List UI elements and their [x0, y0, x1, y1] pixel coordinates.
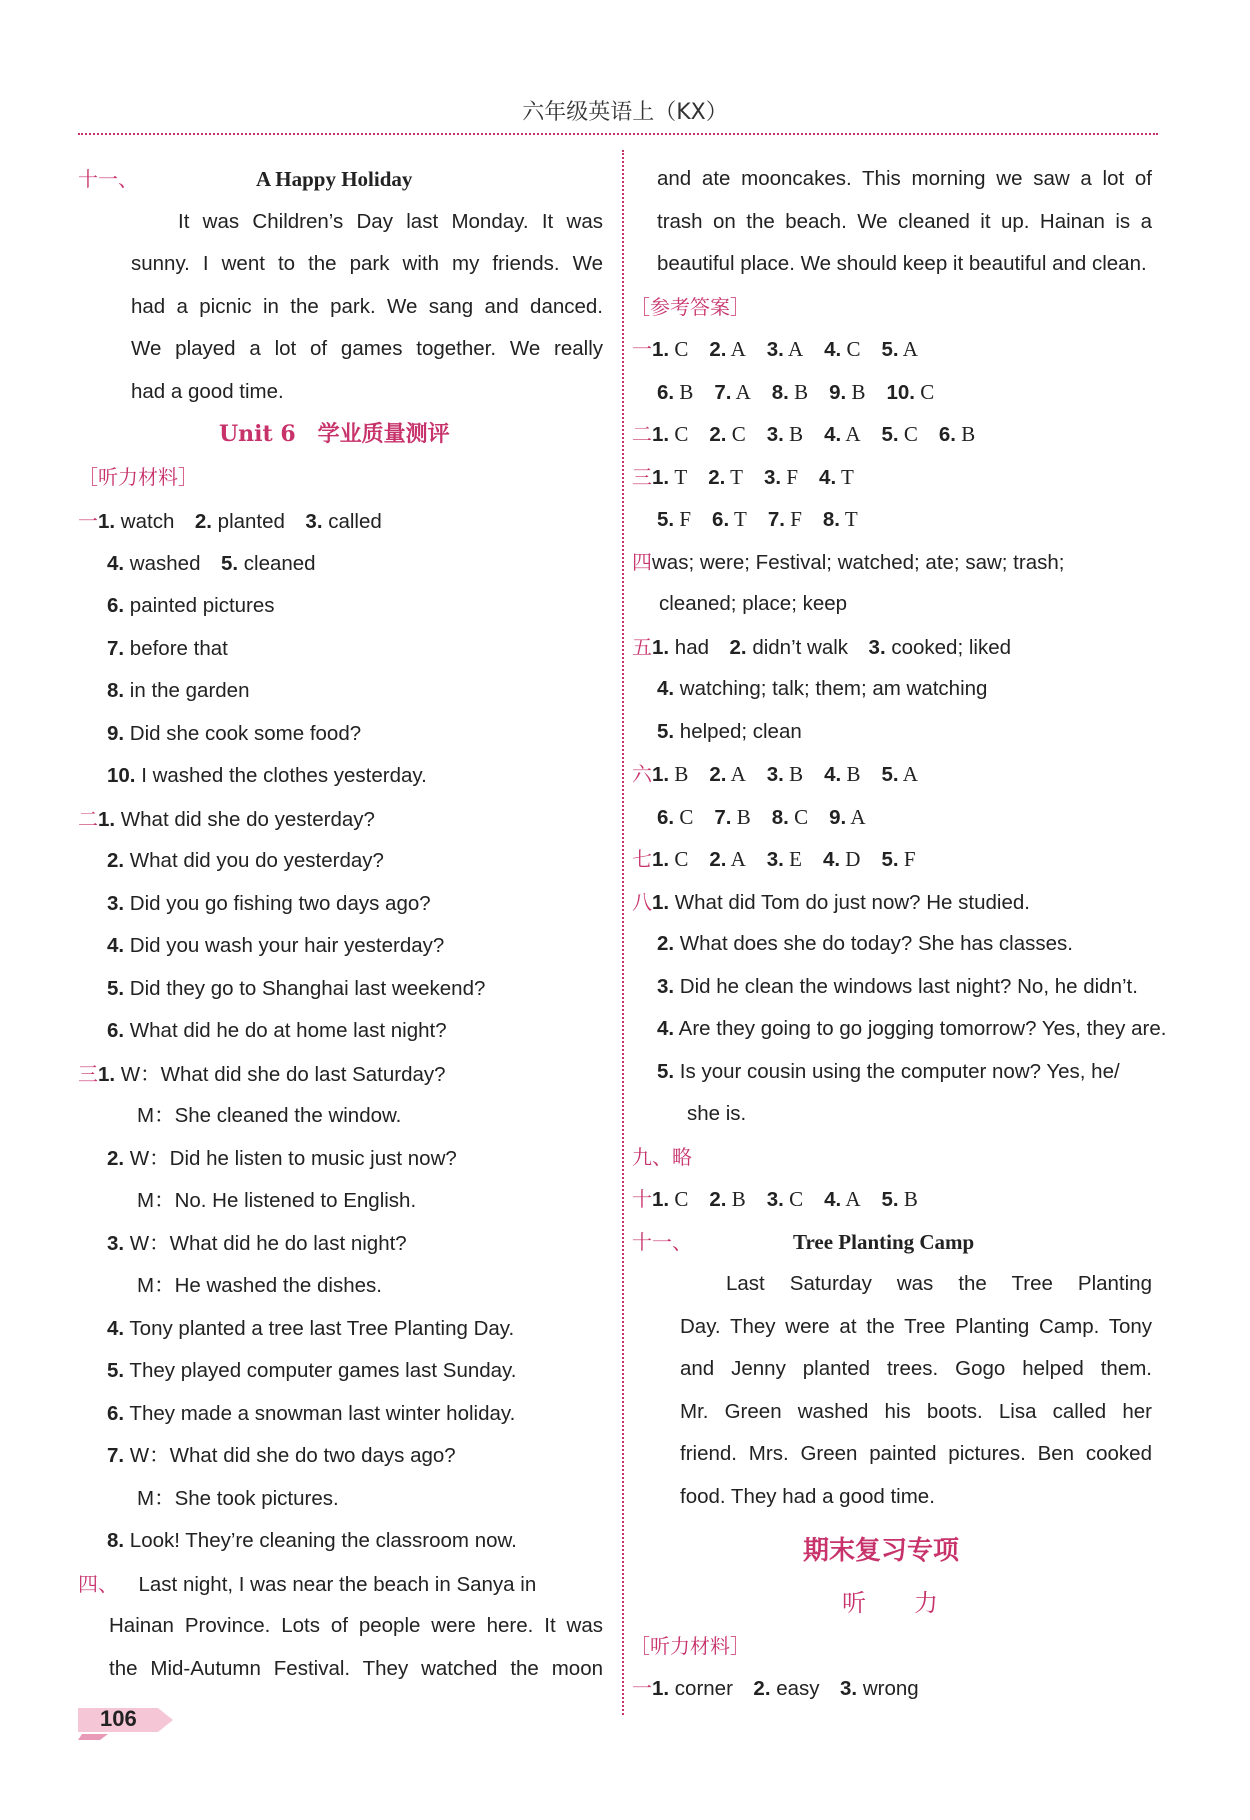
item-number: 10. [886, 380, 915, 404]
item-text: F [898, 847, 916, 871]
item-text: Did he clean the windows last night? No, he didn’t. [674, 974, 1138, 998]
item-number: 5. [657, 508, 675, 531]
item-text: T [836, 464, 854, 489]
item-number: 6. [107, 594, 125, 617]
item-text: planted [211, 510, 306, 533]
item-text: cleaned; place; keep [659, 592, 848, 615]
passage-line: beautiful place. We should keep it beautiful and clean. [657, 252, 1147, 275]
item-number: 1. [98, 1062, 116, 1086]
answer-line [657, 1059, 1120, 1085]
item-number: 8. [771, 805, 789, 829]
item-text: C [915, 379, 935, 404]
answer-line [107, 1316, 514, 1342]
answer-line [687, 1101, 746, 1127]
item-number: 4. [824, 1188, 842, 1211]
item-number: 1. [652, 848, 670, 871]
item-number: 3. [766, 338, 784, 361]
item-text: A [846, 804, 866, 829]
item-number: 6. [107, 1401, 125, 1425]
item-number: 10. [107, 764, 136, 787]
item-text: B [669, 762, 710, 786]
item-text: What did Tom do just now? He studied. [669, 890, 1030, 914]
item-number: 1. [652, 423, 670, 446]
item-text: watch [115, 510, 195, 533]
item-text: C [841, 337, 882, 361]
item-number: 2. [107, 849, 125, 872]
item-number: 5. [107, 976, 125, 1000]
item-text: cleaned [238, 551, 316, 575]
answer-line [632, 549, 1064, 576]
answer-line [107, 1146, 457, 1172]
item-number: 7. [714, 805, 732, 829]
passage-title: Tree Planting Camp [793, 1229, 975, 1254]
item-text: W：What did she do two days ago? [124, 1444, 456, 1467]
item-text: A [731, 379, 772, 404]
item-text: M：He washed the dishes. [137, 1274, 382, 1297]
answer-line [632, 1186, 918, 1213]
item-number: 9. [829, 805, 847, 829]
passage-line: Day. They were at the Tree Planting Camp. Tony [680, 1314, 1152, 1338]
answer-line [107, 1443, 456, 1469]
answer-line [78, 1061, 446, 1088]
item-number: 4. [657, 1017, 675, 1040]
item-text: didn’t walk [746, 635, 869, 659]
answer-line [107, 933, 444, 959]
item-text: A [783, 337, 825, 361]
passage-line: had a good time. [131, 379, 284, 403]
item-text: Did you wash your hair yesterday? [124, 934, 445, 957]
item-number: 1. [652, 890, 670, 914]
item-text: What did you do yesterday? [124, 849, 384, 872]
item-number: 2. [194, 510, 212, 533]
item-number: 1. [652, 1188, 670, 1211]
item-number: 3. [305, 510, 323, 533]
item-text: C [726, 422, 767, 446]
listening-heading: 听 力 [842, 1589, 938, 1617]
section-header [78, 166, 138, 193]
item-number: 3. [107, 891, 125, 915]
unit-title: Unit 6 学业质量测评 [219, 421, 450, 447]
item-text: easy [770, 1677, 841, 1700]
section-number: 一 [632, 1676, 652, 1700]
item-number: 5. [881, 763, 899, 786]
item-number: 5. [881, 1188, 899, 1211]
answer-line [107, 678, 249, 704]
item-number: 1. [652, 338, 670, 361]
item-number: 4. [107, 934, 125, 957]
section-number: 二 [632, 422, 652, 446]
item-number: 3. [868, 635, 886, 659]
item-text: Look! They’re cleaning the classroom now. [124, 1529, 517, 1552]
item-text: A [726, 762, 767, 786]
item-number: 4. [657, 677, 675, 700]
item-number: 6. [712, 508, 730, 531]
item-text: D [840, 847, 882, 871]
answer-line [632, 761, 918, 788]
item-text: A [726, 337, 767, 361]
item-text: was; were; Festival; watched; ate; saw; trash; [652, 550, 1065, 574]
item-number: 5. [881, 848, 899, 871]
item-text: Tony planted a tree last Tree Planting Day. [124, 1316, 515, 1340]
item-text: corner [669, 1677, 754, 1700]
item-text: C [788, 804, 830, 829]
item-text: T [669, 464, 709, 489]
item-number: 8. [107, 679, 125, 702]
item-text: They played computer games last Sunday. [124, 1359, 517, 1382]
item-text: A [841, 422, 882, 446]
item-text: A [726, 847, 767, 871]
answer-line [632, 889, 1030, 916]
listening-label: ［听力材料］ [630, 1633, 750, 1658]
item-text: Did she cook some food? [124, 721, 362, 745]
answer-line [107, 1528, 517, 1554]
item-text: M：No. He listened to English. [137, 1189, 417, 1212]
passage-line: Hainan Province. Lots of people were here. It was [109, 1614, 603, 1637]
item-number: 6. [107, 1019, 125, 1042]
answer-line [137, 1273, 382, 1299]
passage-text: Last night, I was near the beach in Sanya in [118, 1572, 537, 1596]
section-number: 十 [632, 1187, 652, 1211]
item-text: F [674, 507, 713, 531]
item-text: C [674, 804, 715, 829]
page-number-badge [78, 1700, 173, 1740]
passage-line: and ate mooncakes. This morning we saw a lot of [657, 167, 1152, 190]
answer-label: ［参考答案］ [630, 294, 750, 319]
item-number: 4. [107, 551, 125, 575]
item-text: They made a snowman last winter holiday. [124, 1401, 516, 1425]
answer-line [632, 1675, 919, 1702]
item-number: 4. [824, 423, 842, 446]
answer-line [657, 379, 934, 406]
item-number: 4. [107, 1316, 125, 1340]
item-number: 7. [107, 1444, 125, 1467]
answer-line [632, 336, 918, 363]
item-number: 7. [767, 508, 785, 531]
item-number: 2. [729, 635, 747, 659]
item-number: 1. [98, 807, 116, 831]
answer-line [107, 848, 384, 874]
item-text: M：She cleaned the window. [137, 1104, 402, 1127]
item-text: T [729, 507, 768, 531]
item-number: 5. [881, 338, 899, 361]
item-number: 4. [819, 465, 837, 489]
item-number: 5. [881, 423, 899, 446]
item-text: C [669, 847, 710, 871]
item-text: helped; clean [674, 719, 802, 743]
page-header: 六年级英语上（KX） [522, 100, 728, 125]
passage-line [78, 1571, 603, 1598]
answer-line [78, 806, 375, 833]
answer-line [107, 1401, 515, 1427]
answer-line [78, 508, 382, 535]
answer-line [137, 1486, 339, 1512]
item-text: Did you go fishing two days ago? [124, 891, 431, 915]
item-number: 2. [709, 423, 727, 446]
item-number: 3. [840, 1677, 858, 1700]
answer-line [107, 1358, 516, 1384]
passage-line: the Mid-Autumn Festival. They watched the moon [109, 1656, 603, 1680]
item-number: 5. [220, 551, 239, 575]
item-text: wrong [857, 1677, 919, 1700]
section-number: 四、 [78, 1571, 118, 1596]
passage-line: Mr. Green washed his boots. Lisa called her [680, 1399, 1152, 1423]
item-text: What did he do at home last night? [124, 1019, 447, 1042]
item-number: 5. [657, 1059, 675, 1083]
item-number: 3. [107, 1231, 125, 1255]
answer-line [659, 591, 847, 617]
item-text: washed [124, 551, 221, 575]
item-text: B [846, 379, 887, 404]
answer-line: 九、略 [632, 1144, 692, 1169]
item-number: 2. [709, 763, 727, 786]
item-number: 3. [764, 465, 782, 489]
passage-line: Last Saturday was the Tree Planting [726, 1272, 1152, 1295]
passage-line: It was Children’s Day last Monday. It was [178, 209, 603, 233]
item-number: 9. [829, 380, 847, 404]
item-number: 2. [709, 848, 727, 871]
item-number: 1. [98, 510, 116, 533]
page-number: 106 [100, 1706, 137, 1731]
section-number: 八 [632, 889, 652, 914]
passage-line: trash on the beach. We cleaned it up. Hainan is a [657, 209, 1152, 233]
item-text: C [669, 1187, 710, 1211]
item-number: 2. [709, 1188, 727, 1211]
final-review-title: 期末复习专项 [803, 1536, 960, 1566]
item-text: C [669, 337, 710, 361]
answer-line [657, 676, 987, 702]
item-number: 4. [824, 763, 842, 786]
item-text: watching; talk; them; am watching [674, 677, 988, 700]
item-text: in the garden [124, 679, 250, 702]
item-text: A [841, 1187, 882, 1211]
item-number: 1. [652, 1677, 670, 1700]
item-number: 2. [709, 338, 727, 361]
passage-line: friend. Mrs. Green painted pictures. Ben cooked [680, 1442, 1152, 1465]
item-number: 4. [822, 848, 841, 871]
item-number: 2. [708, 465, 726, 489]
item-text: B [788, 379, 830, 404]
answer-line [107, 976, 485, 1002]
item-text: B [726, 1187, 767, 1211]
item-text: B [955, 422, 976, 446]
section-number: 三 [78, 1061, 98, 1086]
item-text: C [898, 422, 939, 446]
item-text: F [781, 464, 820, 489]
section-number: 六 [632, 762, 652, 786]
item-text: B [898, 1187, 918, 1211]
passage-line: had a picnic in the park. We sang and danced. [131, 294, 603, 318]
item-number: 5. [107, 1359, 125, 1382]
passage-line: sunny. I went to the park with my friends. We [131, 252, 603, 275]
item-text: painted pictures [124, 594, 275, 617]
listening-label: ［听力材料］ [78, 464, 198, 489]
answer-line [107, 763, 427, 789]
item-text: C [783, 1187, 825, 1211]
item-text: T [840, 507, 858, 531]
answer-line [632, 634, 1011, 661]
passage-line: We played a lot of games together. We really [131, 337, 603, 360]
item-text: What did she do yesterday? [115, 807, 375, 831]
section-number: 十一、 [78, 167, 138, 191]
item-text: T [725, 464, 764, 489]
item-number: 9. [107, 721, 125, 745]
item-text: F [784, 507, 823, 531]
item-number: 8. [771, 380, 789, 404]
item-number: 2. [657, 932, 675, 955]
answer-line [657, 719, 802, 745]
item-text: M：She took pictures. [137, 1486, 339, 1510]
answer-line [657, 506, 858, 533]
passage-line: and Jenny planted trees. Gogo helped them. [680, 1357, 1152, 1380]
item-text: I washed the clothes yesterday. [135, 764, 427, 787]
item-text: W：Did he listen to music just now? [124, 1146, 457, 1170]
item-text: B [731, 804, 772, 829]
item-text: W：What did he do last night? [124, 1231, 407, 1255]
item-number: 1. [652, 763, 670, 786]
item-number: 6. [657, 805, 675, 829]
passage-title: A Happy Holiday [256, 167, 413, 191]
item-number: 5. [657, 719, 675, 743]
item-text: before that [124, 636, 228, 660]
answer-line [107, 593, 275, 619]
answer-line [657, 804, 866, 831]
column-divider [622, 150, 624, 1715]
section-number: 四 [632, 549, 652, 574]
item-number: 3. [766, 423, 784, 446]
item-text: A [898, 762, 918, 786]
answer-line [107, 1231, 407, 1257]
item-text: had [669, 635, 730, 659]
section-number: 一 [632, 337, 652, 361]
item-text: B [841, 762, 882, 786]
item-number: 3. [766, 848, 784, 871]
item-number: 7. [107, 636, 125, 660]
answer-line [657, 974, 1138, 1000]
item-number: 7. [714, 380, 732, 404]
item-text: B [783, 422, 825, 446]
passage-line: food. They had a good time. [680, 1484, 935, 1508]
item-text: Are they going to go jogging tomorrow? Yes, they are. [674, 1017, 1167, 1040]
item-text: E [783, 847, 823, 871]
section-number: 五 [632, 634, 652, 659]
answer-line [107, 636, 228, 662]
section-number: 七 [632, 847, 652, 871]
item-number: 2. [753, 1677, 771, 1700]
header-divider [78, 133, 1158, 135]
answer-line [632, 421, 975, 448]
answer-line [107, 891, 431, 917]
item-text: C [669, 422, 710, 446]
section-number: 三 [632, 464, 652, 489]
section-header [632, 1229, 692, 1256]
item-number: 8. [822, 508, 841, 531]
item-text: cooked; liked [885, 635, 1012, 659]
answer-line [657, 931, 1073, 957]
item-number: 2. [107, 1146, 125, 1170]
item-text: A [898, 337, 918, 361]
item-number: 8. [107, 1529, 125, 1552]
section-number: 十一、 [632, 1229, 692, 1254]
item-text: Is your cousin using the computer now? Yes, he/ [674, 1059, 1120, 1083]
item-number: 3. [766, 1188, 784, 1211]
answer-line [107, 551, 316, 577]
answer-line [657, 1016, 1166, 1042]
item-text: B [674, 379, 715, 404]
section-number: 二 [78, 806, 98, 831]
answer-line [632, 464, 854, 491]
item-number: 1. [652, 465, 670, 489]
answer-line [632, 846, 916, 873]
item-number: 4. [824, 338, 842, 361]
item-number: 6. [657, 380, 675, 404]
item-number: 3. [657, 974, 675, 998]
item-number: 6. [938, 423, 956, 446]
item-text: she is. [687, 1102, 747, 1125]
answer-line [137, 1188, 416, 1214]
item-text: W：What did she do last Saturday? [115, 1062, 446, 1086]
item-text: Did they go to Shanghai last weekend? [124, 976, 486, 1000]
section-number: 一 [78, 509, 98, 533]
item-text: What does she do today? She has classes. [674, 932, 1073, 955]
answer-line [107, 721, 361, 747]
item-number: 3. [766, 763, 784, 786]
item-number: 1. [652, 635, 670, 659]
item-text: B [783, 762, 825, 786]
answer-line [107, 1018, 447, 1044]
answer-line [137, 1103, 401, 1129]
item-text: called [322, 510, 382, 533]
